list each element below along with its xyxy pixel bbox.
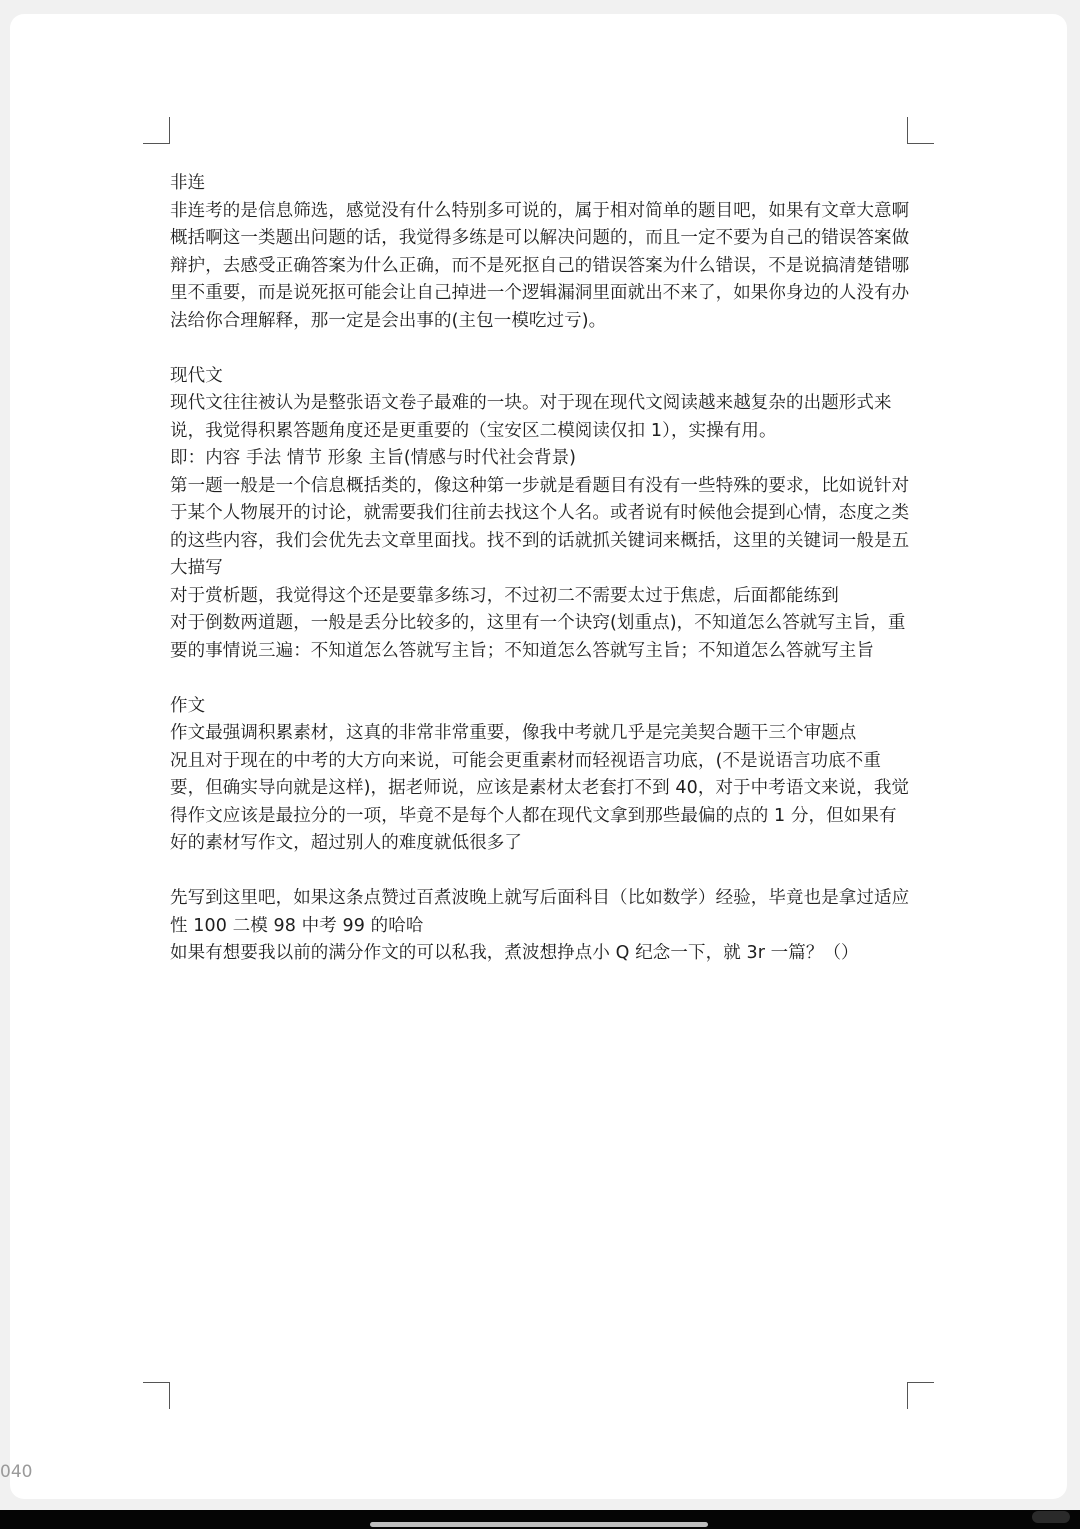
paragraph: 作文最强调积累素材，这真的非常非常重要，像我中考就几乎是完美契合题干三个审题点: [170, 723, 857, 743]
paragraph: 非连考的是信息筛选，感觉没有什么特别多可说的，属于相对简单的题目吧，如果有文章大意啊概括啊这一类题出问题的话，我觉得多练是可以解决问题的，而且一定不要为自己的错误答案做辩护，去感受正确答案为什么正确，而不是死抠自己的错误答案为什么错误，不是说搞清楚错哪里不重要，而是说死抠可能会让自己掉进一个逻辑漏洞里面就出不来了，如果你身边的人没有办法给你合理解释，那一定是会出事的(主包一模吃过亏)。: [170, 200, 910, 331]
paragraph: 对于赏析题，我觉得这个还是要靠多练习，不过初二不需要太过于焦虑，后面都能练到: [170, 585, 839, 606]
corner-mark-top-left: [143, 117, 170, 144]
paragraph: 先写到这里吧，如果这条点赞过百煮波晚上就写后面科目（比如数学）经验，毕竟也是拿过适应性 100 二模 98 中考 99 的哈哈: [170, 888, 910, 936]
section-composition: [170, 693, 912, 858]
paragraph: 现代文往往被认为是整张语文卷子最难的一块。对于现在现代文阅读越来越复杂的出题形式来说，我觉得积累答题角度还是更重要的（宝安区二模阅读仅扣 1），实操有用。: [170, 393, 892, 441]
corner-mark-top-right: [907, 117, 934, 144]
paragraph: 况且对于现在的中考的大方向来说，可能会更重素材而轻视语言功底，(不是说语言功底不重要，但确实导向就是这样)，据老师说，应该是素材太老套打不到 40，对于中考语文来说，我觉得作文应该是最拉分的一项，毕竟不是每个人都在现代文拿到那些最偏的点的 1 分，但如果有好的素材写作文，超过别人的难度就低很多了: [170, 750, 910, 853]
paragraph: 即：内容 手法 情节 形象 主旨(情感与时代社会背景): [170, 448, 577, 468]
section-modern-reading: [170, 363, 912, 666]
document-body: [170, 170, 912, 968]
corner-mark-bottom-left: [143, 1382, 170, 1409]
home-indicator[interactable]: [370, 1522, 708, 1527]
section-heading: 非连: [170, 173, 206, 193]
paragraph: 对于倒数两道题，一般是丢分比较多的，这里有一个诀窍(划重点)，不知道怎么答就写主旨，重要的事情说三遍：不知道怎么答就写主旨；不知道怎么答就写主旨；不知道怎么答就写主旨: [170, 613, 906, 661]
closing-notes: [170, 885, 912, 968]
section-feilian: [170, 170, 912, 335]
corner-mark-bottom-right: [907, 1382, 934, 1409]
watermark-icon: [1032, 1511, 1070, 1523]
section-heading: 作文: [170, 695, 206, 716]
section-heading: 现代文: [170, 365, 223, 386]
zoom-label: 040: [0, 1462, 33, 1482]
paragraph: 第一题一般是一个信息概括类的，像这种第一步就是看题目有没有一些特殊的要求，比如说针对于某个人物展开的讨论，就需要我们往前去找这个人名。或者说有时候他会提到心情，态度之类的这些内容，我们会优先去文章里面找。找不到的话就抓关键词来概括，这里的关键词一般是五大描写: [170, 475, 910, 578]
paragraph: 如果有想要我以前的满分作文的可以私我，煮波想挣点小 Q 纪念一下，就 3r 一篇？（）: [170, 943, 859, 963]
